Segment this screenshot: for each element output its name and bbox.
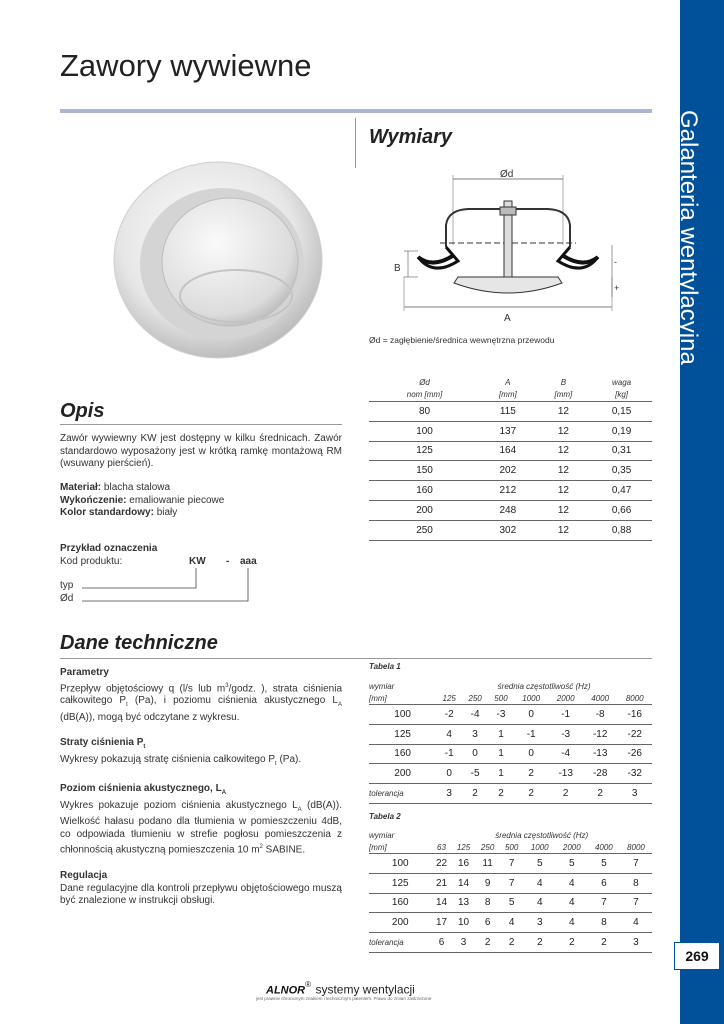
table-cell: -32 (617, 764, 652, 784)
table-cell: 10 (452, 913, 476, 933)
table-cell: 5 (588, 854, 620, 874)
table-cell: 16 (452, 854, 476, 874)
poziom-text: Wykres pokazuje poziom ciśnienia akustycznego $L_A$ (dB(A)). Wielkość hałasu podano dla tłumienia w pomieszczeniu 4dB, co odpowiada tłumieniu w strefie pogłosu pomieszczenia z chłonnością akustyczną pomieszczenia 10 $m^2$ SABINE. (60, 799, 342, 856)
table-cell: 2 (514, 784, 549, 804)
table-cell: 0,31 (591, 441, 652, 461)
section-dane: Dane techniczne (60, 632, 218, 654)
title-rule (60, 109, 652, 113)
table-row (369, 873, 652, 893)
table-cell: 3 (436, 784, 462, 804)
poziom-heading: Poziom ciśnienia akustycznego, $L_A$ (60, 783, 227, 797)
table-cell: -8 (583, 705, 618, 725)
table-cell: 4 (556, 913, 588, 933)
table-cell: 202 (480, 461, 536, 481)
przyklad-d: Ød (60, 593, 74, 604)
table-cell: 100 (369, 421, 480, 441)
color-label: Kolor standardowy: (60, 507, 154, 518)
diagram-a-label: A (504, 313, 511, 324)
straty-text: Wykresy pokazują stratę ciśnienia całkowitego $P_t$ (Pa). (60, 753, 302, 767)
section-opis: Opis (60, 400, 105, 422)
table-row (369, 724, 652, 744)
table-cell: -3 (488, 705, 514, 725)
table-cell: 0,35 (591, 461, 652, 481)
table-cell: 4 (500, 913, 524, 933)
color-value: biały (156, 507, 178, 518)
freq-header: 125 (452, 841, 476, 854)
table-row (369, 461, 652, 481)
valve-photo (106, 150, 330, 374)
table-cell: 8 (620, 873, 652, 893)
freq-header: 8000 (620, 841, 652, 854)
t2-h-wymiar: wymiar (369, 830, 395, 840)
table-cell: 1 (488, 724, 514, 744)
table-cell: -4 (548, 744, 583, 764)
diagram-note: Ød = zagłębienie/średnica wewnętrzna przewodu (369, 335, 555, 345)
regulacja-heading: Regulacja (60, 870, 108, 882)
table-row (369, 913, 652, 933)
table-cell: 12 (536, 441, 592, 461)
dane-rule (60, 658, 652, 659)
table-cell: 2 (548, 784, 583, 804)
table-row (369, 500, 652, 520)
table-cell: 115 (480, 402, 536, 422)
table-cell: 212 (480, 481, 536, 501)
table-cell: 0,47 (591, 481, 652, 501)
table-cell: 160 (369, 744, 436, 764)
przyklad-code-label: Kod produktu: (60, 556, 123, 567)
table-row (369, 764, 652, 784)
table-cell: 0,19 (591, 421, 652, 441)
table-cell: 160 (369, 481, 480, 501)
dims-h-d: Ød (419, 378, 430, 387)
table-cell: 5 (524, 854, 556, 874)
page-number: 269 (674, 942, 720, 970)
svg-text:+: + (614, 283, 620, 293)
table-row (369, 705, 652, 725)
table-cell: 3 (524, 913, 556, 933)
table-cell: 137 (480, 421, 536, 441)
diagram-b-label: B (394, 263, 401, 274)
freq-header: 63 (431, 841, 451, 854)
table-cell: 3 (462, 724, 488, 744)
table-cell: 7 (620, 854, 652, 874)
table-cell: 12 (536, 481, 592, 501)
material-label: Materiał: (60, 482, 102, 493)
table-cell: 2 (556, 933, 588, 953)
table-cell: 2 (500, 933, 524, 953)
table-cell: -13 (583, 744, 618, 764)
table-cell: 5 (556, 854, 588, 874)
freq-header: 4000 (583, 692, 618, 705)
table-cell: 1 (488, 764, 514, 784)
table-row (369, 520, 652, 540)
table-cell: -5 (462, 764, 488, 784)
freq-header: 1000 (514, 692, 549, 705)
table-cell: 12 (536, 421, 592, 441)
table-cell: 2 (476, 933, 500, 953)
table-cell: 0,15 (591, 402, 652, 422)
tabela2-caption: Tabela 2 (369, 812, 401, 821)
tolerance-row (369, 784, 652, 804)
diagram-d-label: Ød (500, 169, 514, 180)
table-cell: 7 (620, 893, 652, 913)
table-cell: 302 (480, 520, 536, 540)
wymiary-divider (355, 118, 356, 168)
przyklad-dash: - (226, 556, 230, 567)
freq-header: 125 (436, 692, 462, 705)
przyklad-leaders (78, 568, 258, 604)
dims-h2-a: [mm] (480, 387, 536, 402)
table-cell: 4 (436, 724, 462, 744)
table-cell: 248 (480, 500, 536, 520)
table-cell: 125 (369, 724, 436, 744)
table-cell: -4 (462, 705, 488, 725)
section-wymiary: Wymiary (369, 126, 453, 148)
dims-h2-d: nom [mm] (369, 387, 480, 402)
table-cell: 3 (620, 933, 652, 953)
table-cell: 0 (514, 744, 549, 764)
freq-header: 250 (462, 692, 488, 705)
finish-value: emaliowanie piecowe (129, 494, 225, 506)
dane-text (60, 667, 342, 908)
table-cell: 164 (480, 441, 536, 461)
table-cell: 80 (369, 402, 480, 422)
table-cell: 12 (536, 461, 592, 481)
table-cell: 100 (369, 705, 436, 725)
straty-heading: Straty ciśnienia $P_t$ (60, 737, 146, 751)
opis-specs (60, 482, 342, 520)
table-cell: 2 (488, 784, 514, 804)
freq-header: 500 (488, 692, 514, 705)
table-cell: 8 (588, 913, 620, 933)
freq-header: 250 (476, 841, 500, 854)
table-cell: 5 (500, 893, 524, 913)
przyklad-code: KW (189, 556, 206, 567)
table-cell: 4 (620, 913, 652, 933)
dims-h-waga: waga (612, 378, 632, 387)
table-cell: 250 (369, 520, 480, 540)
parametry-text: Przepływ objętościowy q (l/s lub $m^3$/godz. ), strata ciśnienia całkowitego $P_t$ (Pa), i poziomu ciśnienia akustycznego $L_A$ (dB(A)), mogą być odczytane z wykresu. (60, 682, 343, 723)
table-cell: 14 (431, 893, 451, 913)
opis-rule (60, 424, 342, 425)
table-cell: -28 (583, 764, 618, 784)
table-cell: 0 (436, 764, 462, 784)
table-cell: -1 (436, 744, 462, 764)
tabela2 (369, 829, 652, 953)
table-cell: 7 (588, 893, 620, 913)
table-cell: 2 (514, 764, 549, 784)
table-cell: 0,88 (591, 520, 652, 540)
table-cell: 4 (524, 873, 556, 893)
parametry-heading: Parametry (60, 667, 109, 678)
table-cell: 2 (462, 784, 488, 804)
regulacja-text: Dane regulacyjne dla kontroli przepływu objętościowego muszą być znalezione w instrukcji obsługi. (60, 882, 342, 907)
table-cell: 4 (556, 873, 588, 893)
przyklad-typ: typ (60, 580, 74, 591)
table-cell: 125 (369, 873, 431, 893)
footer-brand: ALNOR (266, 984, 306, 997)
table-cell: 200 (369, 764, 436, 784)
table-row (369, 441, 652, 461)
table-row (369, 421, 652, 441)
table-cell: 4 (556, 893, 588, 913)
table-cell: 6 (588, 873, 620, 893)
table-cell: 6 (476, 913, 500, 933)
freq-header: 4000 (588, 841, 620, 854)
table-cell: 0,66 (591, 500, 652, 520)
table-cell: 4 (524, 893, 556, 913)
t1-h-freq: średnia częstotliwość (Hz) (497, 681, 591, 691)
table-cell: -1 (548, 705, 583, 725)
table-cell: -3 (548, 724, 583, 744)
t1-h-wymiar: wymiar (369, 681, 395, 691)
table-row (369, 893, 652, 913)
table-cell: 0 (514, 705, 549, 725)
freq-header: 2000 (548, 692, 583, 705)
table-cell: 100 (369, 854, 431, 874)
table-cell: -1 (514, 724, 549, 744)
table-cell: 125 (369, 441, 480, 461)
table-cell: -16 (617, 705, 652, 725)
tolerance-label: tolerancja (369, 933, 431, 953)
footer-tagline: systemy wentylacji (315, 982, 415, 997)
table-cell: 2 (583, 784, 618, 804)
table-cell: 7 (500, 873, 524, 893)
table-cell: 200 (369, 913, 431, 933)
footer-small: jest prawnie chronionym znakiem i technicznym patentem. Prawo do zmian zastrzeżone (256, 996, 432, 1001)
table-cell: -2 (436, 705, 462, 725)
material-value: blacha stalowa (103, 482, 171, 493)
przyklad-heading: Przykład oznaczenia (60, 543, 158, 554)
table-cell: -26 (617, 744, 652, 764)
freq-header: 2000 (556, 841, 588, 854)
table-cell: 11 (476, 854, 500, 874)
table-cell: 9 (476, 873, 500, 893)
table-cell: -13 (548, 764, 583, 784)
table-cell: 12 (536, 402, 592, 422)
table-cell: 2 (588, 933, 620, 953)
finish-label: Wykończenie: (60, 494, 127, 506)
table-cell: 3 (452, 933, 476, 953)
sidebar-band (675, 0, 724, 1024)
table-cell: -22 (617, 724, 652, 744)
freq-header-mm: [mm] (369, 692, 436, 705)
dims-h2-b: [mm] (536, 387, 592, 402)
t2-h-freq: średnia częstotliwość (Hz) (495, 830, 589, 840)
table-row (369, 744, 652, 764)
freq-header: 500 (500, 841, 524, 854)
table-row (369, 402, 652, 422)
opis-text: Zawór wywiewny KW jest dostępny w kilku średnicach. Zawór standardowo wyposażony jest w krótką ramkę montażową RM (wsuwany pierścień). (60, 433, 342, 469)
table-cell: 160 (369, 893, 431, 913)
table-cell: 200 (369, 500, 480, 520)
dims-h-a: A (505, 378, 511, 387)
table-cell: 13 (452, 893, 476, 913)
freq-header-mm: [mm] (369, 841, 431, 854)
dimension-diagram (388, 165, 630, 325)
table-cell: 22 (431, 854, 451, 874)
table-cell: -12 (583, 724, 618, 744)
table-cell: 150 (369, 461, 480, 481)
przyklad-suffix: aaa (240, 556, 257, 567)
dimensions-table (369, 378, 652, 541)
table-cell: 14 (452, 873, 476, 893)
tabela1 (369, 680, 652, 804)
table-cell: 2 (524, 933, 556, 953)
freq-header: 8000 (617, 692, 652, 705)
table-cell: 6 (431, 933, 451, 953)
table-row (369, 481, 652, 501)
dims-h-b: B (560, 378, 567, 387)
sidebar-title: Galanteria wentylacyjna (675, 110, 702, 365)
table-cell: 8 (476, 893, 500, 913)
svg-text:-: - (614, 257, 617, 267)
table-cell: 1 (488, 744, 514, 764)
table-cell: 17 (431, 913, 451, 933)
table-cell: 3 (617, 784, 652, 804)
table-cell: 0 (462, 744, 488, 764)
table-cell: 21 (431, 873, 451, 893)
page-title: Zawory wywiewne (60, 48, 312, 83)
tabela1-caption: Tabela 1 (369, 662, 401, 671)
table-cell: 7 (500, 854, 524, 874)
tolerance-label: tolerancja (369, 784, 436, 804)
table-row (369, 854, 652, 874)
table-cell: 12 (536, 500, 592, 520)
table-cell: 12 (536, 520, 592, 540)
tolerance-row (369, 933, 652, 953)
dims-h2-waga: [kg] (591, 387, 652, 402)
footer-reg: ® (305, 980, 312, 989)
freq-header: 1000 (524, 841, 556, 854)
